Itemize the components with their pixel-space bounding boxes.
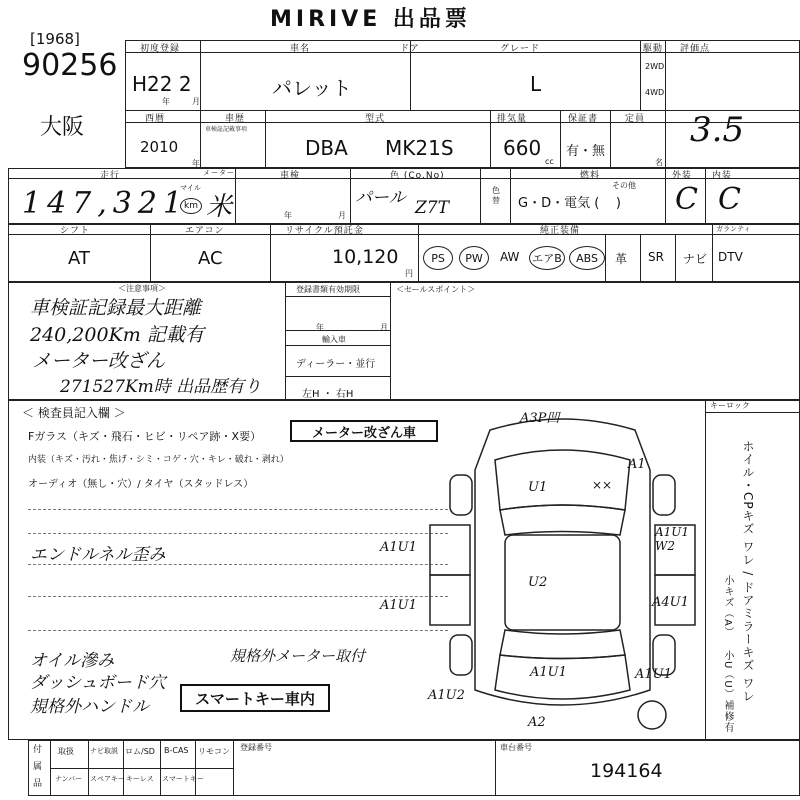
wheel-front-right: [653, 475, 675, 515]
door-left-rear: [430, 575, 470, 625]
fuel-other-label: その他: [612, 181, 636, 190]
equip-leather: 革: [615, 252, 628, 266]
damage-left-front: A1U1: [380, 540, 417, 555]
inspection-label: 車検: [280, 171, 301, 181]
note-engine: エンドルネル歪み: [30, 545, 166, 565]
damage-rear-right: A1U1: [635, 667, 672, 682]
inspection-month-unit: 月: [338, 211, 346, 220]
note-meter: 規格外メーター取付: [230, 647, 366, 665]
cert-sub: 車検証記載事項: [205, 126, 248, 133]
ac-value: AC: [198, 248, 223, 269]
first-reg-value: H22 2: [132, 72, 192, 96]
keylock-label: キーロック: [710, 401, 750, 410]
footer-label-keyless: キーレス: [126, 775, 154, 783]
year-unit: 年: [192, 159, 200, 168]
year-value: 2010: [140, 138, 179, 156]
guarantee-label: ガランティ: [716, 225, 751, 233]
int-label: 内装: [712, 171, 733, 181]
legend-repaired: 補修有: [722, 700, 733, 733]
damage-front: A3P凹: [520, 411, 560, 426]
recycle-unit: 円: [405, 269, 413, 278]
footer-label-navi: ナビ取説: [90, 747, 118, 755]
import-label: 輸入車: [322, 335, 346, 344]
car-roof: [505, 535, 620, 630]
model-prefix: DBA: [305, 136, 348, 160]
score-value: 3.5: [690, 110, 745, 150]
door-label: ドア: [400, 44, 420, 54]
damage-right-rear: A4U1: [652, 595, 689, 610]
color-change-label: 色替: [492, 186, 500, 205]
damage-right-front: A1U1 W2: [655, 525, 690, 553]
capacity-label: 定員: [625, 114, 646, 124]
note-oil: オイル滲み: [30, 651, 115, 671]
color-value: パール: [355, 188, 406, 208]
first-reg-label: 初度登録: [140, 44, 181, 54]
equip-airbag: エアB: [529, 246, 565, 270]
drive-2wd: 2WD: [645, 62, 665, 71]
lot-number: 90256: [22, 48, 118, 83]
inspection-label: ＜ 検査員記入欄 ＞: [22, 406, 126, 420]
interior-line: 内装（キズ・汚れ・焦げ・シミ・コゲ・穴・キレ・破れ・剥れ）: [28, 455, 289, 465]
caution-line-3: メーター改ざん: [32, 350, 166, 372]
drive-label: 駆動: [643, 44, 664, 54]
mile-label: マイル: [180, 184, 201, 192]
reg-year-unit: 年: [316, 323, 324, 332]
damage-u1: U1: [528, 480, 548, 495]
equip-aw: AW: [500, 250, 520, 264]
form-title: MIRIVE 出品票: [270, 7, 471, 32]
reg-month-unit: 月: [380, 323, 388, 332]
warranty-value: 有・無: [566, 144, 606, 159]
drive-4wd: 4WD: [645, 88, 665, 97]
mileage-label: 走行: [100, 171, 121, 181]
model-label: 型式: [365, 114, 386, 124]
shift-value: AT: [68, 248, 90, 269]
chassis-label: 車台番号: [500, 743, 532, 752]
recycle-label: リサイクル預託金: [285, 226, 364, 236]
year-label: 西暦: [145, 114, 166, 124]
displacement-unit: cc: [545, 157, 554, 166]
damage-rear-center: A1U1: [530, 665, 567, 680]
model-code: MK21S: [385, 136, 454, 160]
caution-line-2: 240,200Km 記載有: [30, 324, 204, 346]
unit-km: km: [180, 198, 202, 214]
damage-xx: ××: [592, 478, 613, 492]
footer-label-spare: スペアキー: [90, 775, 125, 783]
displacement-value: 660: [503, 136, 542, 160]
damage-legend: ホイル・CPキズ ワレ / ドアミラーキズ ワレ: [741, 440, 755, 703]
damage-left-rear: A1U1: [380, 598, 417, 613]
smart-key-stamp: スマートキー車内: [180, 684, 330, 712]
damage-bumper: A2: [528, 715, 546, 730]
first-reg-month-unit: 月: [192, 97, 200, 106]
sales-point-label: ＜セールスポイント＞: [396, 285, 476, 294]
name-label: 車名: [290, 44, 311, 54]
recycle-value: 10,120: [332, 246, 399, 268]
reg-expiry-label: 登録書類有効期限: [296, 285, 360, 294]
mileage-value: 147,321: [22, 186, 189, 221]
caution-label: ＜注意事項＞: [118, 284, 166, 293]
footer-label-rom: ロム/SD: [125, 747, 155, 756]
fuel-value: G・D・電気 ( ): [518, 196, 621, 211]
capacity-unit: 名: [655, 158, 663, 167]
equip-dtv: DTV: [718, 250, 743, 264]
equip-sr: SR: [648, 250, 664, 264]
ext-label: 外装: [672, 171, 693, 181]
equip-pw: PW: [459, 246, 489, 270]
color-code: Z7T: [415, 198, 449, 218]
legend-small-dent: 小U（U）: [722, 650, 733, 700]
equip-ps: PS: [423, 246, 453, 270]
handle-option: 左H ・ 右H: [302, 389, 354, 400]
equipment-row: [8, 224, 800, 282]
footer-label-number: ナンバー: [55, 775, 83, 783]
footer-label-smartkey: スマートキー: [162, 775, 204, 783]
footer-label-handling: 取扱: [58, 747, 74, 756]
grade-value: L: [530, 72, 542, 96]
equip-abs: ABS: [569, 246, 605, 270]
warranty-label: 保証書: [568, 114, 599, 124]
meter-value: 米: [206, 192, 233, 222]
caution-line-1: 車検証記録最大距離: [30, 297, 202, 319]
name-value: パレット: [272, 76, 352, 100]
damage-u2: U2: [528, 575, 548, 590]
footer-label-remote: リモコン: [198, 747, 230, 756]
car-outline: [475, 419, 650, 705]
footer-side-label: 付属品: [33, 745, 43, 789]
fuel-label: 燃料: [580, 171, 601, 181]
damage-rear-left: A1U2: [428, 688, 465, 703]
meter-tamper-stamp: メーター改ざん車: [290, 420, 438, 442]
note-handle: 規格外ハンドル: [30, 697, 149, 717]
ext-value: C: [675, 182, 698, 217]
ac-label: エアコン: [185, 226, 225, 236]
cert-label: 車歴: [225, 114, 246, 124]
spare-tire: [638, 701, 666, 729]
inspection-year-unit: 年: [284, 211, 292, 220]
score-label: 評価点: [680, 44, 711, 54]
caution-line-4: 271527Km時 出品歴有り: [60, 377, 262, 397]
displacement-label: 排気量: [497, 114, 528, 124]
car-rear-glass: [500, 630, 625, 659]
grade-label: グレード: [500, 44, 541, 54]
equip-label: 純正装備: [540, 226, 581, 236]
wheel-rear-left: [450, 635, 472, 675]
dealer-option: ディーラー・並行: [296, 359, 376, 370]
reg-number-label: 登録番号: [240, 743, 272, 752]
int-value: C: [718, 182, 741, 217]
chassis-value: 194164: [590, 760, 663, 782]
footer-label-bcas: B-CAS: [164, 746, 189, 755]
lot-code: [1968]: [30, 30, 80, 48]
note-dash: ダッシュボード穴: [30, 673, 166, 693]
audio-line: オーディオ（無し・穴）/ タイヤ（スタッドレス）: [28, 479, 254, 490]
legend-small-scratch: 小キズ（A）: [722, 575, 733, 638]
meter-label: メーター: [203, 169, 235, 177]
lot-location: 大阪: [40, 115, 85, 140]
color-label: 色 (Co.No): [390, 171, 445, 181]
glass-line: Fガラス（キズ・飛石・ヒビ・リペア跡・X要）: [28, 430, 262, 443]
damage-a1: A1: [628, 457, 646, 472]
first-reg-year-unit: 年: [162, 97, 170, 106]
equip-navi: ナビ: [683, 252, 708, 266]
door-left-front: [430, 525, 470, 575]
shift-label: シフト: [60, 226, 91, 236]
wheel-front-left: [450, 475, 472, 515]
car-windshield: [500, 505, 625, 535]
